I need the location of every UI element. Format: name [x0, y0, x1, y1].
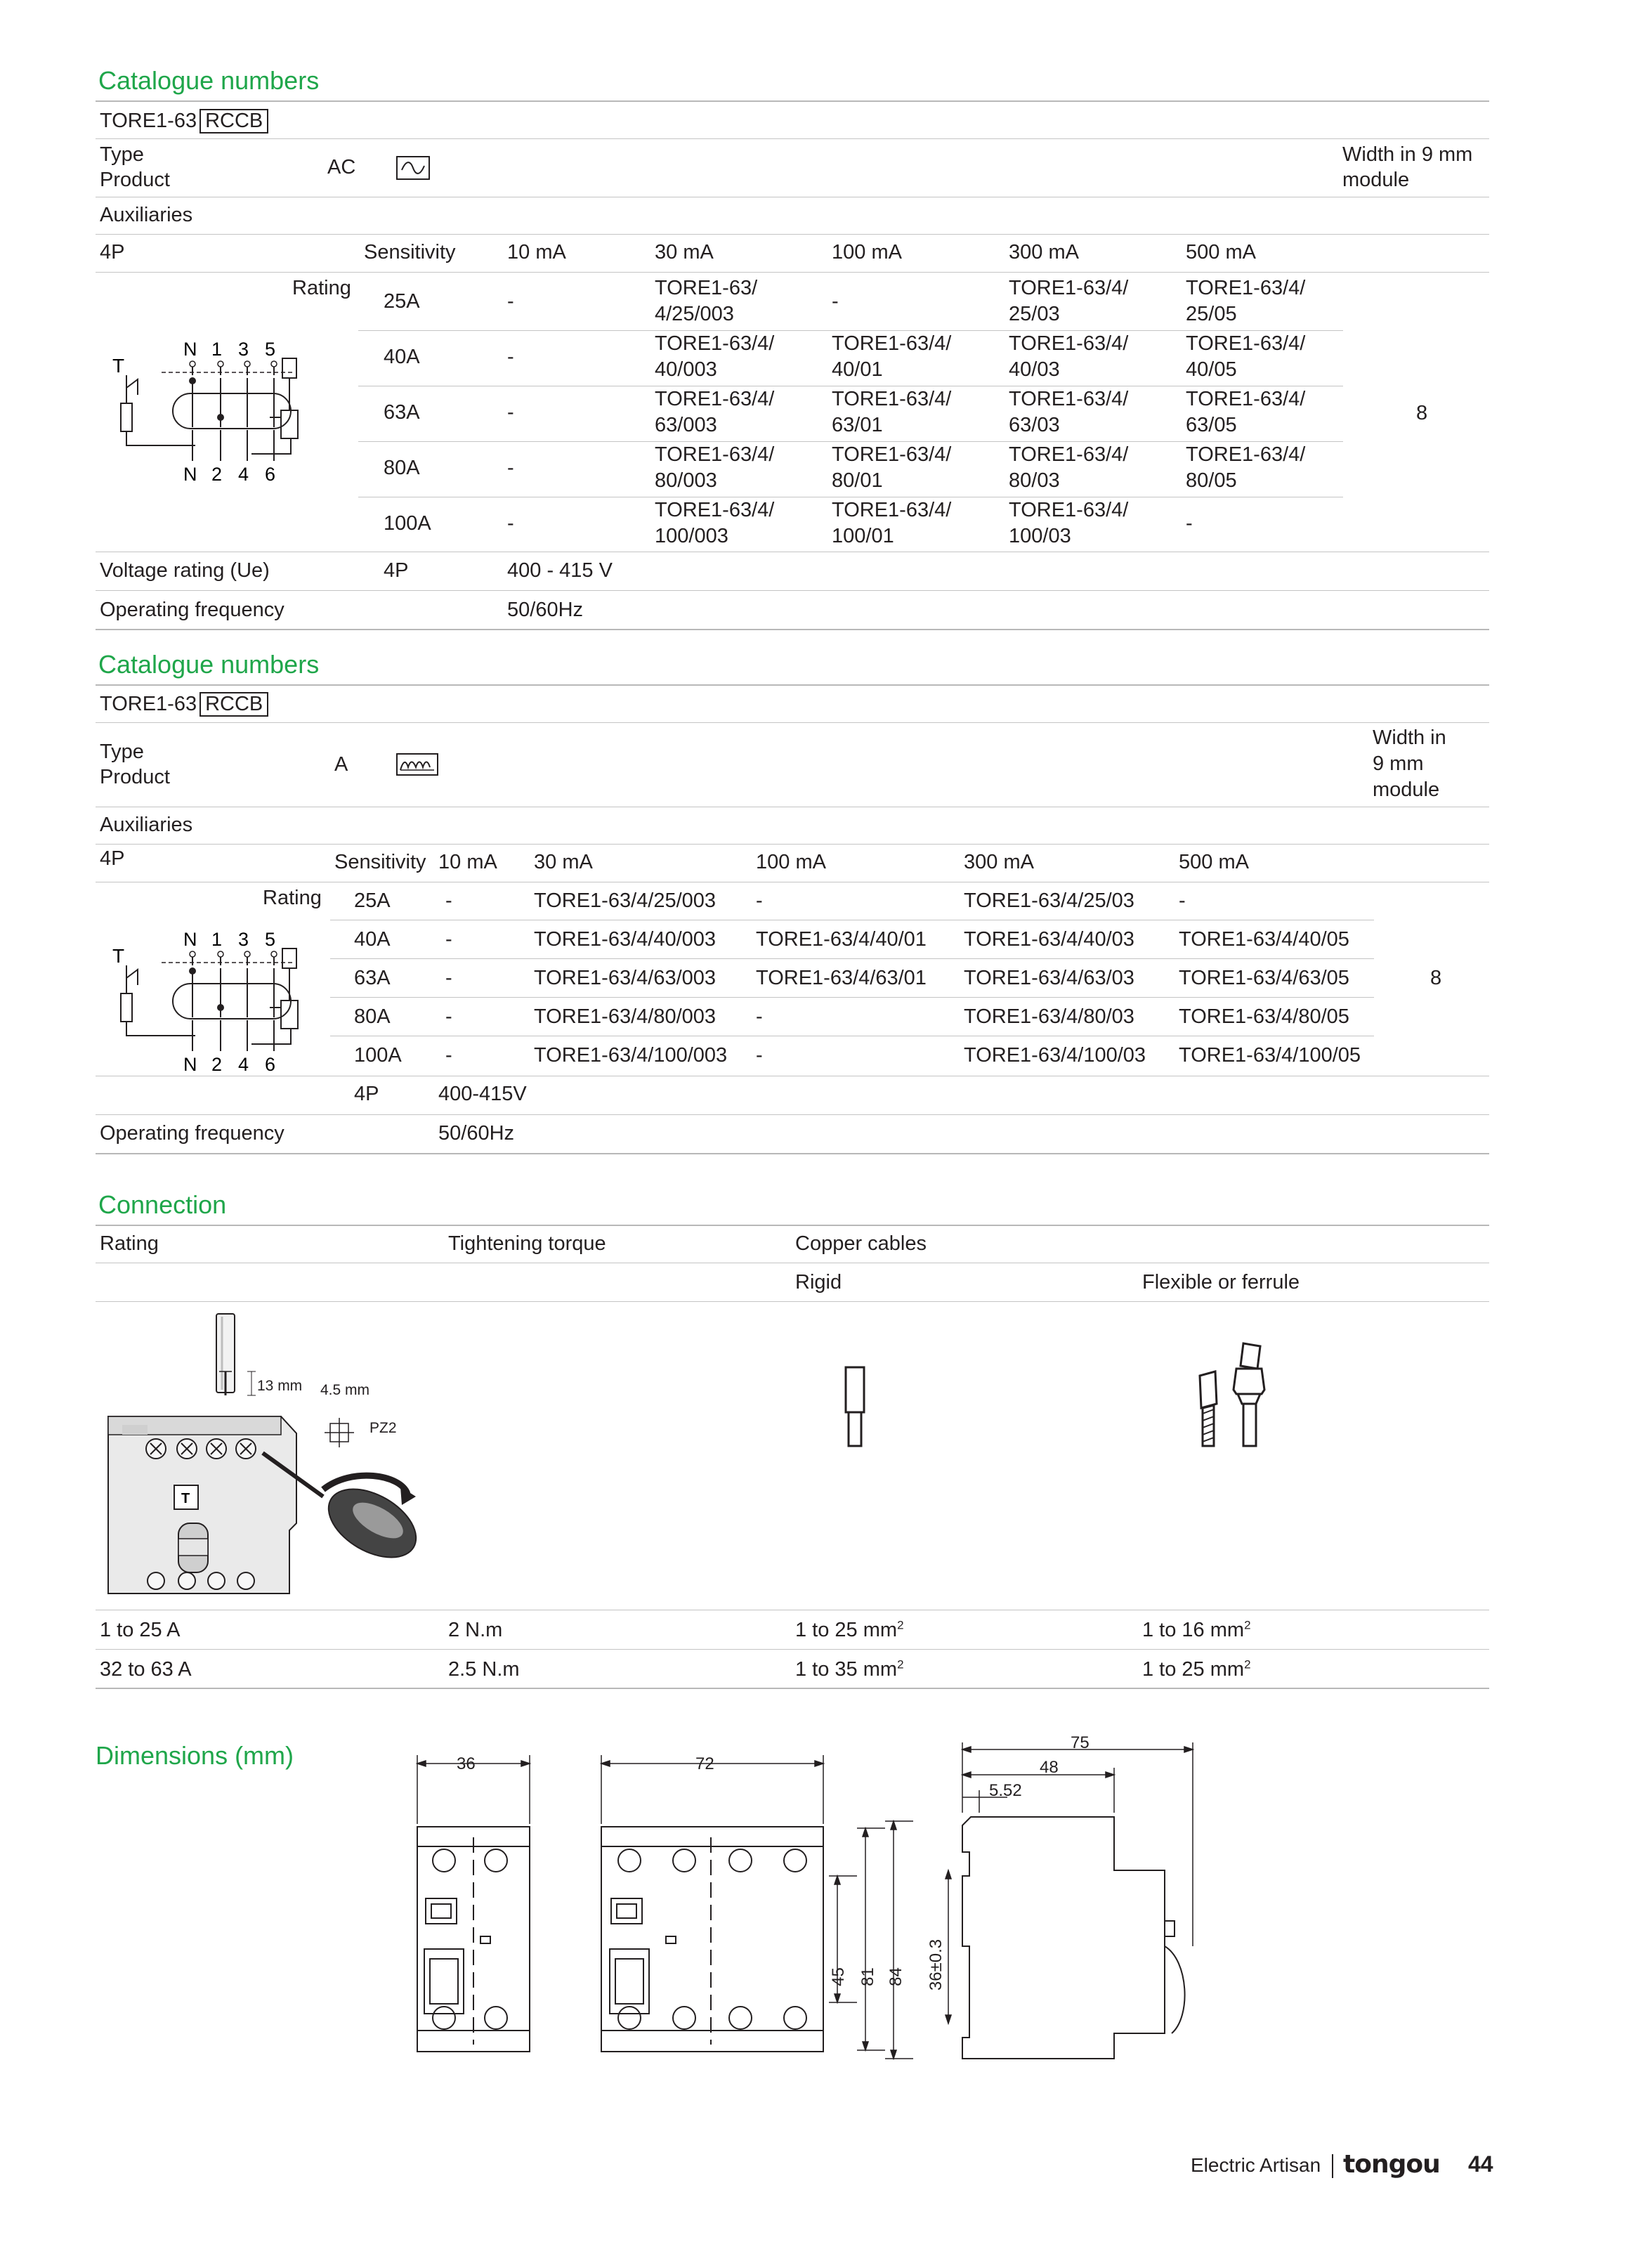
frequency-label: Operating frequency	[100, 599, 284, 621]
terminal-top-label: N	[183, 929, 197, 950]
voltage-poles: 4P	[354, 1083, 379, 1105]
catalogue-number: TORE1-63/4/80/003	[534, 1005, 717, 1028]
catalogue-number: TORE1-63/4/63/01	[756, 967, 927, 989]
unit-superscript: 2	[897, 1657, 904, 1671]
cell-10ma: -	[445, 889, 452, 912]
catalogue-number: TORE1-63/4/40/03	[964, 928, 1134, 951]
rating-cell: 40A	[354, 928, 391, 951]
rating-cell: 80A	[354, 1005, 391, 1028]
screw-size: 4.5 mm	[320, 1382, 370, 1398]
device-screwdriver-illustration	[98, 1312, 443, 1608]
junction-dot	[217, 1004, 224, 1011]
catalogue-number: TORE1-63/4/40/01	[756, 928, 927, 951]
terminal-bottom-label: 6	[265, 1054, 276, 1075]
unit-superscript: 2	[1244, 1618, 1251, 1632]
wiring-diagram	[105, 920, 309, 1075]
value: 1 to 25 mm	[1142, 1658, 1245, 1681]
catalogue-number: 40/03	[1009, 358, 1060, 381]
terminal-top-label: 1	[211, 339, 223, 360]
svg-text:T: T	[181, 1491, 190, 1506]
rating-cell: 25A	[354, 889, 391, 912]
voltage-value: 400-415V	[438, 1083, 527, 1105]
catalogue-number: TORE1-63/4/	[1009, 332, 1129, 355]
dim-offset: 5.52	[989, 1781, 1022, 1800]
dim-depth-48: 48	[1040, 1758, 1059, 1777]
rule	[96, 100, 1489, 102]
dim-rail: 36±0.3	[927, 1938, 946, 1991]
catalogue-number: 100/003	[655, 525, 728, 547]
frequency-value: 50/60Hz	[438, 1122, 515, 1145]
catalogue-number: TORE1-63/4/	[1009, 277, 1129, 299]
dim-height-45: 45	[828, 1967, 848, 1986]
trip-mechanism	[282, 949, 296, 968]
terminal-top-label: 5	[265, 929, 276, 950]
trip-mechanism	[282, 358, 296, 378]
width-label: Width in	[1373, 726, 1446, 749]
catalogue-number: 25/03	[1009, 303, 1060, 325]
catalogue-number: 40/01	[832, 358, 883, 381]
sensitivity-label: Sensitivity	[364, 241, 456, 263]
sens-100: 100 mA	[832, 241, 902, 263]
rating-cell: 25A	[384, 290, 420, 313]
catalogue-number: TORE1-63/4/40/003	[534, 928, 717, 951]
terminal-top-label: 1	[211, 929, 223, 950]
catalogue-number: 63/05	[1186, 414, 1237, 436]
catalogue-number: 63/03	[1009, 414, 1060, 436]
dim-depth-75: 75	[1071, 1733, 1090, 1752]
auxiliaries-label: Auxiliaries	[100, 814, 193, 836]
footer-divider	[1332, 2154, 1333, 2178]
rating-label: Rating	[263, 887, 322, 909]
dim-height-84: 84	[886, 1967, 905, 1986]
toroid-core	[173, 984, 291, 1019]
col-rating: Rating	[100, 1232, 159, 1255]
catalogue-number: TORE1-63/4/	[832, 443, 952, 466]
cell-10ma: -	[507, 512, 514, 535]
width-label: Width in 9 mm	[1342, 143, 1473, 166]
rating-cell: 32 to 63 A	[100, 1658, 192, 1681]
catalogue-number: 80/03	[1009, 469, 1060, 492]
catalogue-number: -	[1179, 889, 1186, 912]
catalogue-number: 40/05	[1186, 358, 1237, 381]
col-rigid: Rigid	[795, 1271, 842, 1293]
product-label: Product	[100, 766, 170, 788]
dim-width-4p: 72	[695, 1754, 714, 1773]
test-label: T	[112, 355, 125, 377]
test-resistor	[121, 403, 132, 431]
sens-10: 10 mA	[507, 241, 566, 263]
test-circuit	[126, 965, 195, 1036]
frequency-label: Operating frequency	[100, 1122, 284, 1145]
product-label: Product	[100, 169, 170, 191]
terminal-dot	[244, 951, 250, 957]
rating-cell: 1 to 25 A	[100, 1619, 181, 1641]
cell-10ma: -	[445, 1044, 452, 1067]
strip-length: 13 mm	[257, 1378, 303, 1394]
junction-dot	[217, 414, 224, 421]
wiring-diagram	[105, 330, 309, 485]
col-flexible: Flexible or ferrule	[1142, 1271, 1300, 1293]
page-number: 44	[1468, 2151, 1493, 2177]
catalogue-number: TORE1-63/4/	[1009, 388, 1129, 410]
terminal-top-label: N	[183, 339, 197, 360]
relay-wire	[251, 968, 291, 1044]
catalogue-number: 63/01	[832, 414, 883, 436]
sens-30: 30 mA	[655, 241, 714, 263]
voltage-label: Voltage rating (Ue)	[100, 559, 270, 582]
section-rigid	[795, 1617, 904, 1643]
trip-relay	[281, 1001, 298, 1029]
type-value: AC	[327, 156, 356, 178]
model-tag: RCCB	[199, 109, 268, 133]
catalogue-number: TORE1-63/4/80/03	[964, 1005, 1134, 1028]
unit-superscript: 2	[897, 1618, 904, 1632]
terminal-dot	[271, 361, 277, 367]
dim-width-2p: 36	[457, 1754, 476, 1773]
auxiliaries-label: Auxiliaries	[100, 204, 193, 226]
terminal-bottom-label: 2	[211, 1054, 223, 1075]
cell-10ma: -	[507, 457, 514, 479]
catalogue-number: TORE1-63/4/25/003	[534, 889, 717, 912]
model-tag: RCCB	[199, 692, 268, 717]
catalogue-number: TORE1-63/4/63/03	[964, 967, 1134, 989]
row-divider	[330, 997, 1374, 998]
terminal-top-label: 5	[265, 339, 276, 360]
sens-300: 300 mA	[1009, 241, 1079, 263]
test-label: T	[112, 945, 125, 967]
cell-10ma: -	[507, 346, 514, 368]
section-flexible	[1142, 1657, 1251, 1683]
terminal-dot	[244, 361, 250, 367]
catalogue-number: TORE1-63/4/	[832, 499, 952, 521]
model-name: TORE1-63 RCCB	[100, 691, 268, 717]
catalogue-number: 4/25/003	[655, 303, 734, 325]
voltage-poles: 4P	[384, 559, 409, 582]
section-rigid	[795, 1657, 904, 1683]
rating-cell: 100A	[384, 512, 431, 535]
connection-title: Connection	[98, 1190, 227, 1219]
rigid-cable-icon	[842, 1366, 870, 1450]
catalogue-number: 40/003	[655, 358, 717, 381]
dim-height-81: 81	[858, 1967, 877, 1986]
width-value: 8	[1416, 402, 1428, 424]
screw-type: PZ2	[369, 1420, 397, 1436]
width-label-3: module	[1373, 778, 1440, 801]
cell-10ma: -	[445, 928, 452, 951]
footer-brand: Electric Artisan	[1191, 2154, 1321, 2176]
catalogue-number: TORE1-63/4/	[655, 499, 775, 521]
torque-cell: 2 N.m	[448, 1619, 503, 1641]
rating-cell: 63A	[354, 967, 391, 989]
type-label: Type	[100, 741, 144, 763]
catalogue-number: TORE1-63/	[655, 277, 758, 299]
catalogue-number: -	[756, 1005, 763, 1028]
catalogue-number: 100/01	[832, 525, 894, 547]
catalogue-number: TORE1-63/4/	[832, 332, 952, 355]
terminal-dot	[218, 361, 223, 367]
catalogue-number: TORE1-63/4/	[1186, 332, 1306, 355]
catalogue-number: -	[756, 1044, 763, 1067]
catalogue-number: TORE1-63/4/	[1186, 277, 1306, 299]
junction-dot	[189, 377, 196, 384]
terminal-dot	[190, 951, 195, 957]
dimensions-title: Dimensions (mm)	[96, 1741, 294, 1770]
catalogue1-title: Catalogue numbers	[98, 66, 320, 95]
row-divider	[330, 958, 1374, 959]
brand-logo: tongou	[1343, 2150, 1440, 2179]
catalogue-number: 80/01	[832, 469, 883, 492]
catalogue-number: 100/03	[1009, 525, 1071, 547]
catalogue-number: TORE1-63/4/100/003	[534, 1044, 728, 1067]
section-flexible	[1142, 1617, 1251, 1643]
trip-relay	[281, 410, 298, 438]
width-label-2: module	[1342, 169, 1410, 191]
relay-wire	[251, 378, 291, 454]
frequency-value: 50/60Hz	[507, 599, 584, 621]
rating-cell: 100A	[354, 1044, 402, 1067]
catalogue-number: 80/05	[1186, 469, 1237, 492]
sens-500: 500 mA	[1186, 241, 1256, 263]
col-torque: Tightening torque	[448, 1232, 606, 1255]
catalogue-number: 80/003	[655, 469, 717, 492]
catalogue-number: TORE1-63/4/	[1009, 499, 1129, 521]
terminal-dot	[218, 951, 223, 957]
catalogue-number: TORE1-63/4/	[1186, 443, 1306, 466]
terminal-dot	[271, 951, 277, 957]
cell-10ma: -	[507, 290, 514, 313]
poles-label: 4P	[100, 241, 125, 263]
catalogue-number: TORE1-63/4/40/05	[1179, 928, 1349, 951]
terminal-top-label: 3	[238, 339, 249, 360]
width-value: 8	[1430, 967, 1442, 989]
sensitivity-label: Sensitivity	[334, 851, 426, 873]
width-label-2: 9 mm	[1373, 752, 1424, 775]
value: 1 to 16 mm	[1142, 1619, 1245, 1641]
catalogue-number: TORE1-63/4/80/05	[1179, 1005, 1349, 1028]
catalogue-number: TORE1-63/4/	[655, 443, 775, 466]
cell-10ma: -	[507, 401, 514, 424]
poles-label: 4P	[100, 847, 125, 870]
sens-30: 30 mA	[534, 851, 593, 873]
flexible-ferrule-icon	[1194, 1341, 1271, 1453]
rating-cell: 63A	[384, 401, 420, 424]
test-resistor	[121, 993, 132, 1022]
catalogue-number: TORE1-63/4/	[1009, 443, 1129, 466]
value: 1 to 35 mm	[795, 1658, 898, 1681]
torque-cell: 2.5 N.m	[448, 1658, 520, 1681]
junction-dot	[189, 967, 196, 975]
rating-cell: 80A	[384, 457, 420, 479]
terminal-bottom-label: 6	[265, 464, 276, 485]
sens-300: 300 mA	[964, 851, 1034, 873]
cell-10ma: -	[445, 1005, 452, 1028]
catalogue-number: -	[832, 290, 839, 313]
col-cables: Copper cables	[795, 1232, 927, 1255]
type-value: A	[334, 753, 348, 776]
catalogue2-title: Catalogue numbers	[98, 650, 320, 679]
catalogue-number: -	[756, 889, 763, 912]
terminal-bottom-label: 4	[238, 1054, 249, 1075]
a-type-waveform-icon	[396, 753, 440, 778]
terminal-bottom-label: 4	[238, 464, 249, 485]
dimension-drawings	[393, 1735, 1236, 2115]
catalogue-number: TORE1-63/4/25/03	[964, 889, 1134, 912]
catalogue-number: TORE1-63/4/63/05	[1179, 967, 1349, 989]
sens-500: 500 mA	[1179, 851, 1249, 873]
catalogue-number: 63/003	[655, 414, 717, 436]
catalogue-number: TORE1-63/4/63/003	[534, 967, 717, 989]
rating-cell: 40A	[384, 346, 420, 368]
catalogue-number: -	[1186, 512, 1193, 535]
sens-10: 10 mA	[438, 851, 497, 873]
catalogue-number: TORE1-63/4/100/03	[964, 1044, 1146, 1067]
terminal-bottom-label: 2	[211, 464, 223, 485]
rating-label: Rating	[292, 277, 351, 299]
row-divider	[96, 1649, 1489, 1650]
terminal-bottom-label: N	[183, 464, 197, 485]
unit-superscript: 2	[1244, 1657, 1251, 1671]
catalogue-number: 25/05	[1186, 303, 1237, 325]
sens-100: 100 mA	[756, 851, 826, 873]
model-name: TORE1-63 RCCB	[100, 108, 268, 134]
cell-10ma: -	[445, 967, 452, 989]
ac-waveform-icon	[396, 156, 431, 181]
terminal-bottom-label: N	[183, 1054, 197, 1075]
type-label: Type	[100, 143, 144, 166]
catalogue-number: TORE1-63/4/	[655, 332, 775, 355]
toroid-core	[173, 393, 291, 429]
catalogue-number: TORE1-63/4/	[655, 388, 775, 410]
terminal-dot	[190, 361, 195, 367]
terminal-top-label: 3	[238, 929, 249, 950]
catalogue-number: TORE1-63/4/	[1186, 388, 1306, 410]
catalogue-number: TORE1-63/4/100/05	[1179, 1044, 1361, 1067]
catalogue-number: TORE1-63/4/	[832, 388, 952, 410]
voltage-value: 400 - 415 V	[507, 559, 613, 582]
value: 1 to 25 mm	[795, 1619, 898, 1641]
test-circuit	[126, 375, 195, 445]
